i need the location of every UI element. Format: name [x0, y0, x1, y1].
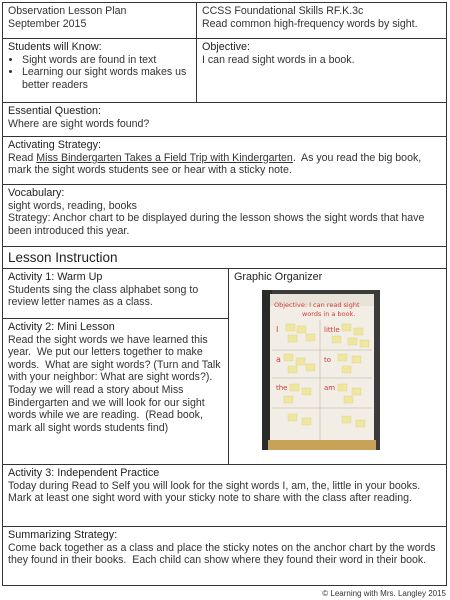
know-objective-row	[3, 39, 446, 103]
activating-strategy-cell	[3, 137, 446, 184]
activity3-text: Today during Read to Self you will look for the sight words I, am, the, little in your books. Mark at least one sight word with your sticky note to share with the class after reading.	[8, 479, 427, 505]
chart-objective-line2: words in a book.	[302, 310, 356, 318]
activities-left-column	[3, 269, 229, 464]
plan-date: September 2015	[8, 17, 87, 30]
essential-question-text: Where are sight words found?	[8, 117, 150, 130]
vocabulary-row	[3, 185, 446, 247]
text-prefix: Read	[8, 151, 37, 164]
activating-strategy-row	[3, 137, 446, 185]
students-know-heading: Students will Know:	[8, 41, 102, 53]
chart-word: the	[276, 384, 288, 392]
plan-title: Observation Lesson Plan	[8, 5, 127, 17]
graphic-organizer-heading: Graphic Organizer	[234, 271, 323, 283]
copyright-footer: © Learning with Mrs. Langley 2015	[322, 589, 446, 598]
activating-strategy-text	[8, 152, 441, 177]
objective-heading: Objective:	[202, 41, 251, 53]
objective-cell	[197, 39, 446, 102]
chart-word: to	[324, 356, 332, 364]
activity2-text: Read the sight words we have learned this year. We put our letters together to make words. What are sight words? (Turn and Talk with your neighbor: What are sight words?). Today we will read a story about Miss Bindergarten and we will look for our sight words while we are reading. (Read book, mark all sight words students find)	[8, 333, 224, 434]
chart-word: a	[276, 355, 281, 364]
vocabulary-words: sight words, reading, books	[8, 199, 137, 212]
essential-question-heading: Essential Question:	[8, 105, 102, 117]
vocabulary-heading: Vocabulary:	[8, 187, 65, 199]
header-row	[3, 3, 446, 39]
students-know-cell	[3, 39, 197, 102]
anchor-chart-photo	[262, 290, 380, 450]
summarizing-row	[3, 527, 446, 587]
list-item: • Learning our sight words makes us better readers	[22, 66, 191, 91]
activity3-heading: Activity 3: Independent Practice	[8, 467, 160, 479]
chart-word: I	[276, 325, 279, 334]
chart-word: am	[324, 384, 336, 392]
students-know-list	[8, 54, 191, 92]
vocabulary-strategy: Strategy: Anchor chart to be displayed during the lesson shows the sight words that have been introduced this year.	[8, 212, 428, 237]
standard-description: Read common high-frequency words by sight.	[202, 17, 418, 30]
vocabulary-cell	[3, 185, 446, 246]
summarizing-text: Come back together as a class and place the sticky notes on the anchor chart by the words they found in their books. Each child can show where they found their word in their book.	[8, 541, 439, 567]
lesson-plan-sheet	[2, 2, 447, 586]
lesson-instruction-cell	[3, 247, 446, 268]
essential-question-row	[3, 103, 446, 137]
header-right-cell	[197, 3, 446, 38]
activity3-row	[3, 465, 446, 527]
activity3-cell	[3, 465, 446, 526]
book-title: Miss Bindergarten Takes a Field Trip with Kindergarten	[36, 151, 293, 164]
activity2-heading: Activity 2: Mini Lesson	[8, 321, 115, 333]
activity1-cell	[3, 269, 228, 319]
chart-objective-line1: Objective: I can read sight	[274, 301, 360, 309]
essential-question-cell	[3, 103, 446, 136]
objective-text: I can read sight words in a book.	[202, 53, 355, 66]
lesson-instruction-heading: Lesson Instruction	[8, 250, 118, 265]
activity2-cell	[3, 319, 228, 465]
activities-row	[3, 269, 446, 465]
lesson-instruction-row	[3, 247, 446, 269]
list-item: • Sight words are found in text	[22, 54, 191, 67]
anchor-chart-image	[262, 290, 380, 450]
chart-word: little	[324, 326, 340, 334]
standard-code: CCSS Foundational Skills RF.K.3c	[202, 5, 364, 17]
activity1-text: Students sing the class alphabet song to review letter names as a class.	[8, 283, 202, 309]
activating-strategy-heading: Activating Strategy:	[8, 139, 102, 151]
header-left-cell	[3, 3, 197, 38]
graphic-organizer-cell	[229, 269, 446, 464]
activity1-heading: Activity 1: Warm Up	[8, 271, 103, 283]
text-suffix: . As you read the big book, mark the sight words students see or hear with a sticky note.	[8, 151, 425, 177]
summarizing-cell	[3, 527, 446, 587]
summarizing-heading: Summarizing Strategy:	[8, 529, 118, 541]
